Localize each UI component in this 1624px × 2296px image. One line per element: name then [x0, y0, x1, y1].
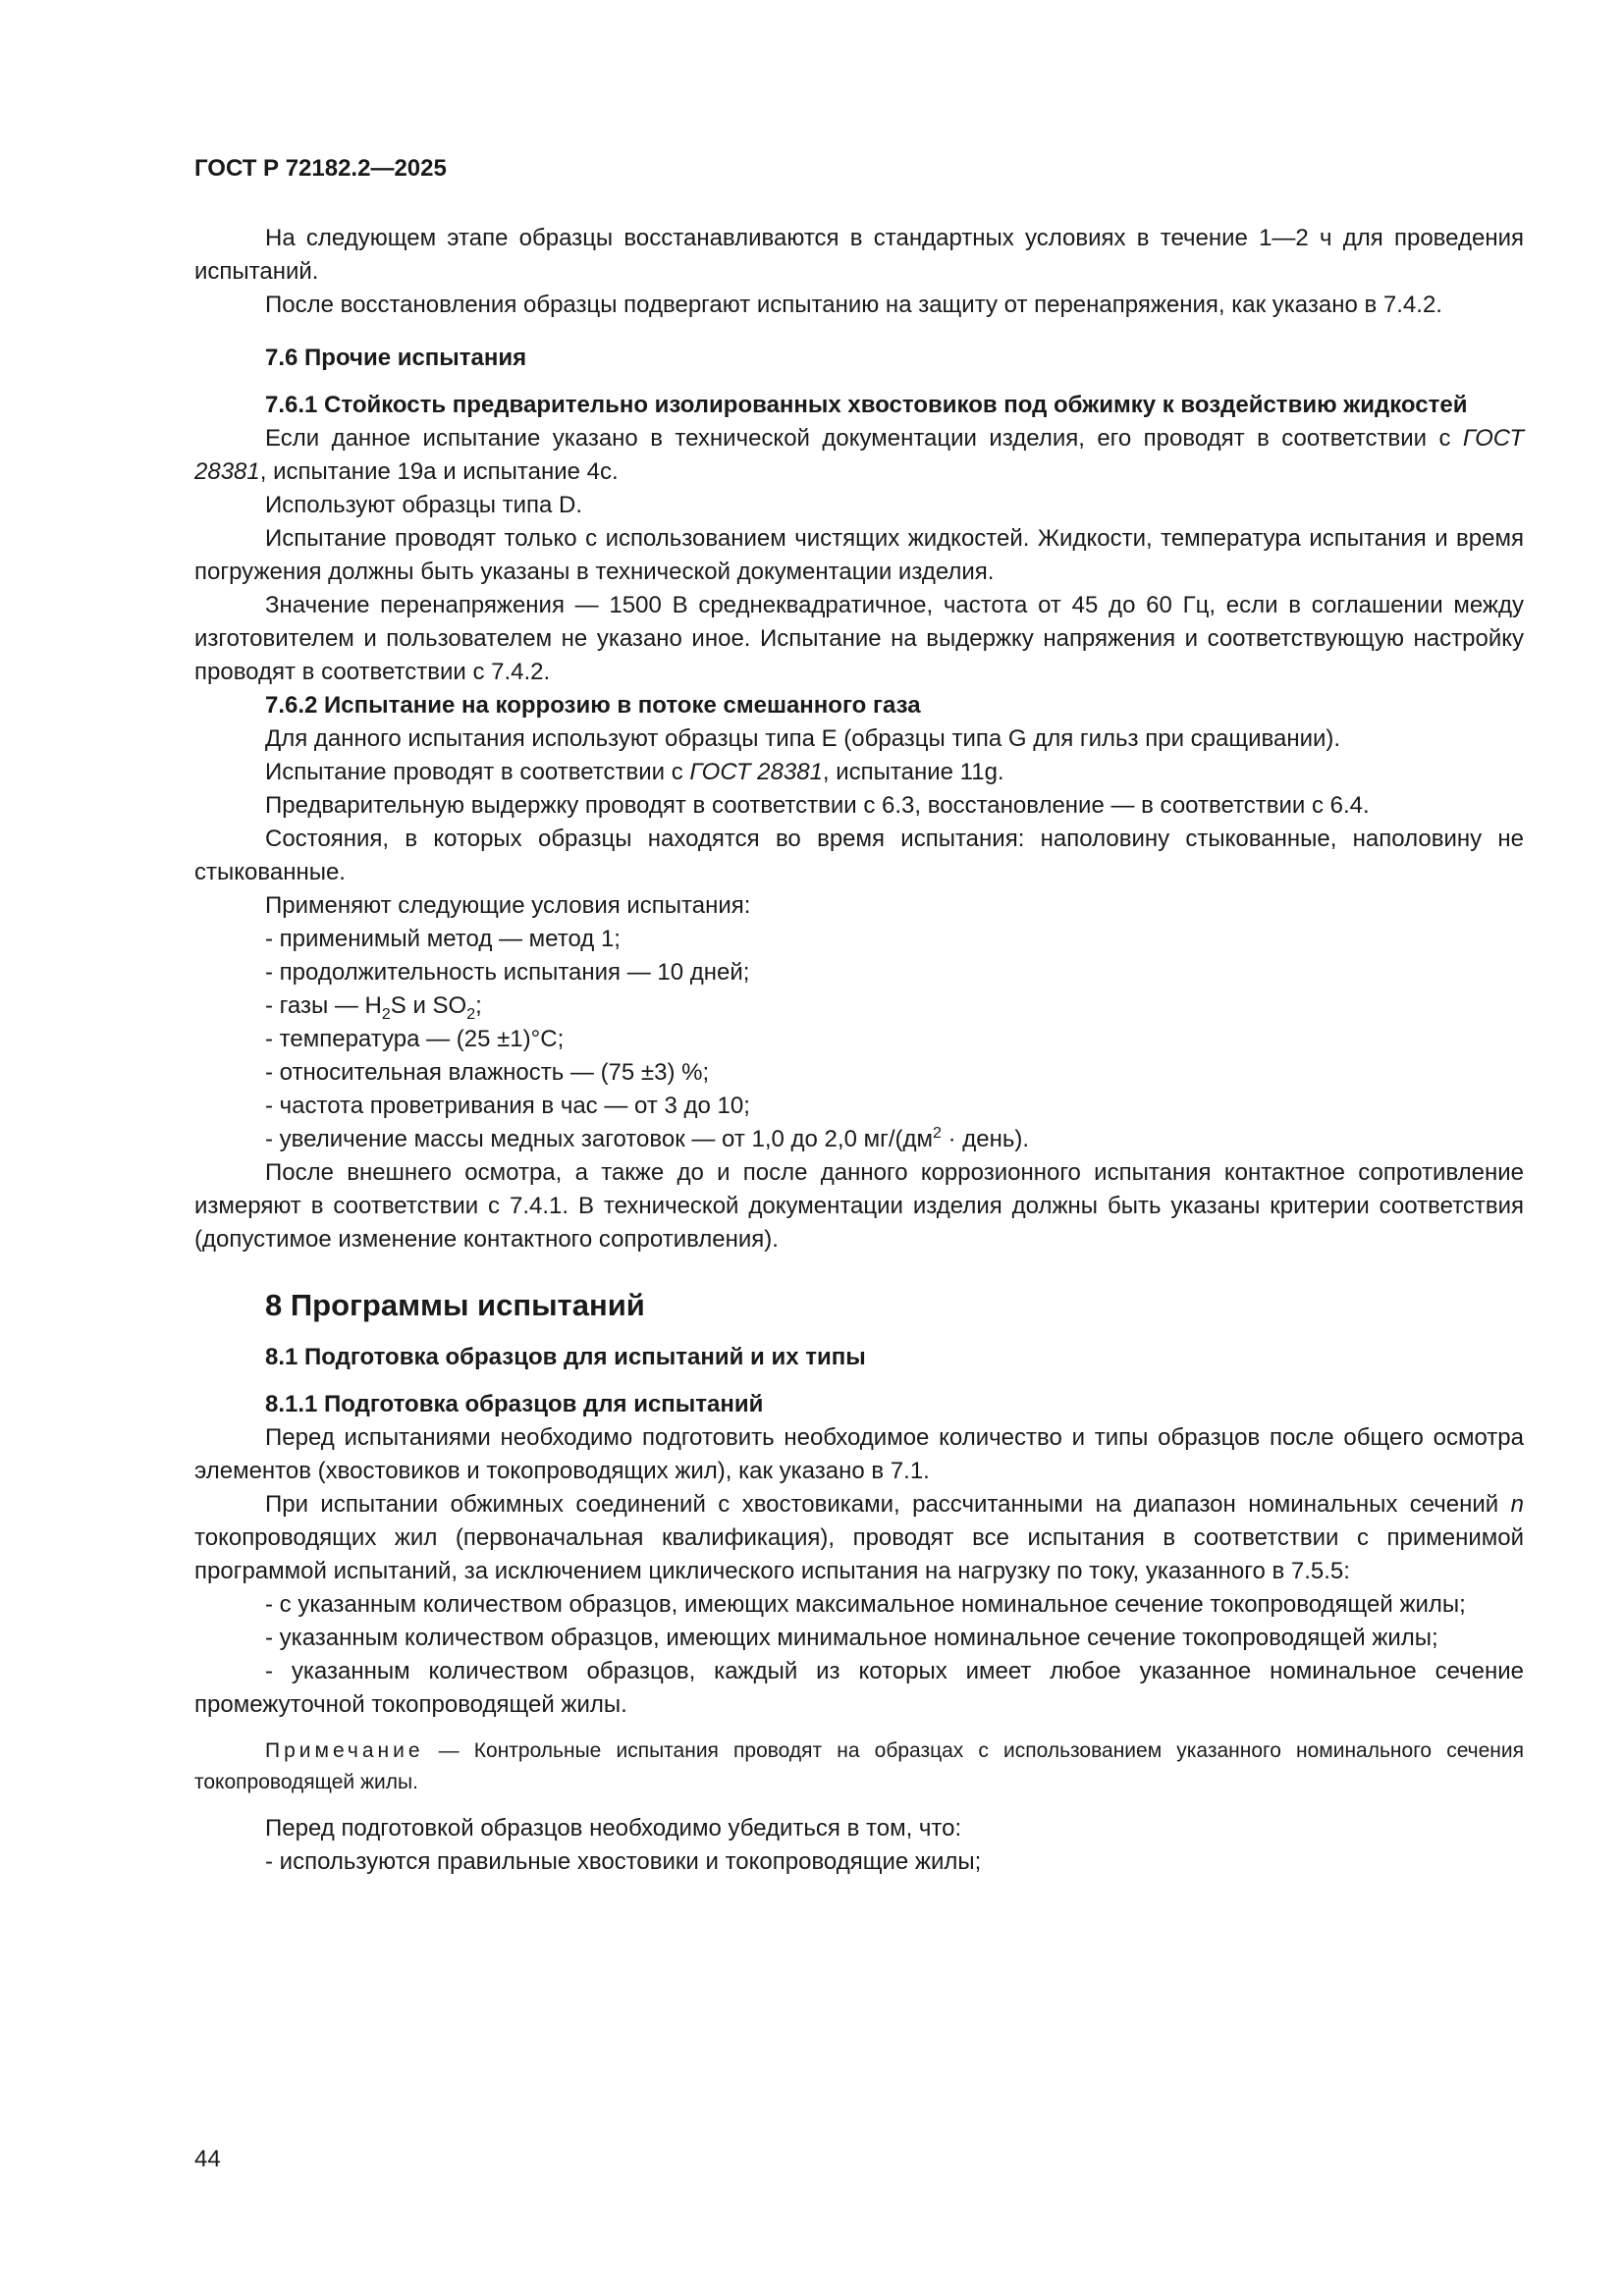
- variable-n: n: [1510, 1491, 1524, 1518]
- superscript: 2: [933, 1125, 942, 1142]
- text: ;: [475, 992, 482, 1019]
- list-item: - указанным количеством образцов, каждый из которых имеет любое указанное номинальное сечение промежуточной токопроводящей жилы.: [194, 1658, 1524, 1718]
- paragraph: После восстановления образцы подвергают испытанию на защиту от перенапряжения, как указано в 7.4.2.: [265, 292, 1442, 318]
- paragraph: После внешнего осмотра, а также до и после данного коррозионного испытания контактное сопротивление измеряют в соответствии с 7.4.1. В технической документации изделия должны быть указаны критерии соответствия (допустимое изменение контактного сопротивления).: [194, 1159, 1524, 1253]
- paragraph: Испытание проводят только с использованием чистящих жидкостей. Жидкости, температура испытания и время погружения должны быть указаны в технической документации изделия.: [194, 525, 1524, 585]
- note-text: — Контрольные испытания проводят на образцах с использованием указанного номинального сечения токопроводящей жилы.: [194, 1739, 1524, 1793]
- list-item: - с указанным количеством образцов, имеющих максимальное номинальное сечение токопроводящей жилы;: [265, 1591, 1466, 1618]
- paragraph: Перед испытаниями необходимо подготовить необходимое количество и типы образцов после общего осмотра элементов (хвостовиков и токопроводящих жил), как указано в 7.1.: [194, 1424, 1524, 1484]
- paragraph: [194, 1488, 1524, 1588]
- list-item: - относительная влажность — (75 ±3) %;: [265, 1059, 710, 1086]
- paragraph: Используют образцы типа D.: [265, 492, 583, 518]
- page-content: [194, 222, 1524, 1879]
- section-heading-7-6-1: 7.6.1 Стойкость предварительно изолированных хвостовиков под обжимку к воздействию жидкостей: [265, 392, 1468, 418]
- section-heading-8: 8 Программы испытаний: [265, 1288, 645, 1322]
- paragraph: Для данного испытания используют образцы типа E (образцы типа G для гильз при сращивании).: [265, 725, 1341, 752]
- text: При испытании обжимных соединений с хвостовиками, рассчитанными на диапазон номинальных сечений: [265, 1491, 1511, 1518]
- paragraph: [194, 756, 1524, 789]
- paragraph: [194, 422, 1524, 489]
- subscript: 2: [466, 1005, 476, 1023]
- page-number: 44: [194, 2146, 221, 2172]
- paragraph: Перед подготовкой образцов необходимо убедиться в том, что:: [265, 1815, 962, 1842]
- list-item-gases: [194, 989, 1524, 1023]
- text: - газы — H: [265, 992, 382, 1019]
- list-item-mass: [194, 1123, 1524, 1156]
- note-label: Примечание: [265, 1739, 424, 1762]
- section-heading-7-6-2: 7.6.2 Испытание на коррозию в потоке смешанного газа: [265, 692, 921, 719]
- text: токопроводящих жил (первоначальная квалификация), проводят все испытания в соответствии с применимой программой испытаний, за исключением циклического испытания на нагрузку по току, указанного в 7.5.5:: [194, 1524, 1524, 1584]
- section-heading-8-1-1: 8.1.1 Подготовка образцов для испытаний: [265, 1391, 764, 1417]
- text: , испытание 19а и испытание 4с.: [259, 458, 619, 485]
- paragraph: Применяют следующие условия испытания:: [265, 892, 751, 919]
- text: Если данное испытание указано в технической документации изделия, его проводят в соответствии с: [265, 425, 1463, 452]
- list-item: - частота проветривания в час — от 3 до 10;: [265, 1093, 750, 1119]
- list-item: - указанным количеством образцов, имеющих минимальное номинальное сечение токопроводящей жилы;: [265, 1625, 1438, 1651]
- section-heading-8-1: 8.1 Подготовка образцов для испытаний и их типы: [265, 1344, 866, 1370]
- paragraph: Значение перенапряжения — 1500 В среднеквадратичное, частота от 45 до 60 Гц, если в соглашении между изготовителем и пользователем не указано иное. Испытание на выдержку напряжения и соответствующую настройку проводят в соответствии с 7.4.2.: [194, 592, 1524, 685]
- list-item: - температура — (25 ±1)°С;: [265, 1026, 565, 1052]
- paragraph: Предварительную выдержку проводят в соответствии с 6.3, восстановление — в соответствии с 6.4.: [265, 792, 1370, 819]
- text: · день).: [941, 1126, 1030, 1152]
- text: , испытание 11g.: [822, 759, 1004, 785]
- list-item: - применимый метод — метод 1;: [265, 926, 621, 952]
- text: S и SO: [390, 992, 467, 1019]
- standard-reference: ГОСТ 28381: [689, 759, 823, 785]
- list-item: - используются правильные хвостовики и токопроводящие жилы;: [265, 1848, 982, 1875]
- document-header: ГОСТ Р 72182.2—2025: [194, 155, 447, 182]
- list-item: - продолжительность испытания — 10 дней;: [265, 959, 750, 986]
- section-heading-7-6: 7.6 Прочие испытания: [265, 345, 527, 371]
- standard-reference: ГОСТ 28381: [194, 425, 1524, 485]
- subscript: 2: [381, 1005, 391, 1023]
- paragraph: Состояния, в которых образцы находятся во время испытания: наполовину стыкованные, наполовину не стыкованные.: [194, 826, 1524, 885]
- note: [194, 1735, 1524, 1798]
- paragraph: На следующем этапе образцы восстанавливаются в стандартных условиях в течение 1—2 ч для проведения испытаний.: [194, 225, 1524, 285]
- text: - увеличение массы медных заготовок — от 1,0 до 2,0 мг/(дм: [265, 1126, 934, 1152]
- text: Испытание проводят в соответствии с: [265, 759, 690, 785]
